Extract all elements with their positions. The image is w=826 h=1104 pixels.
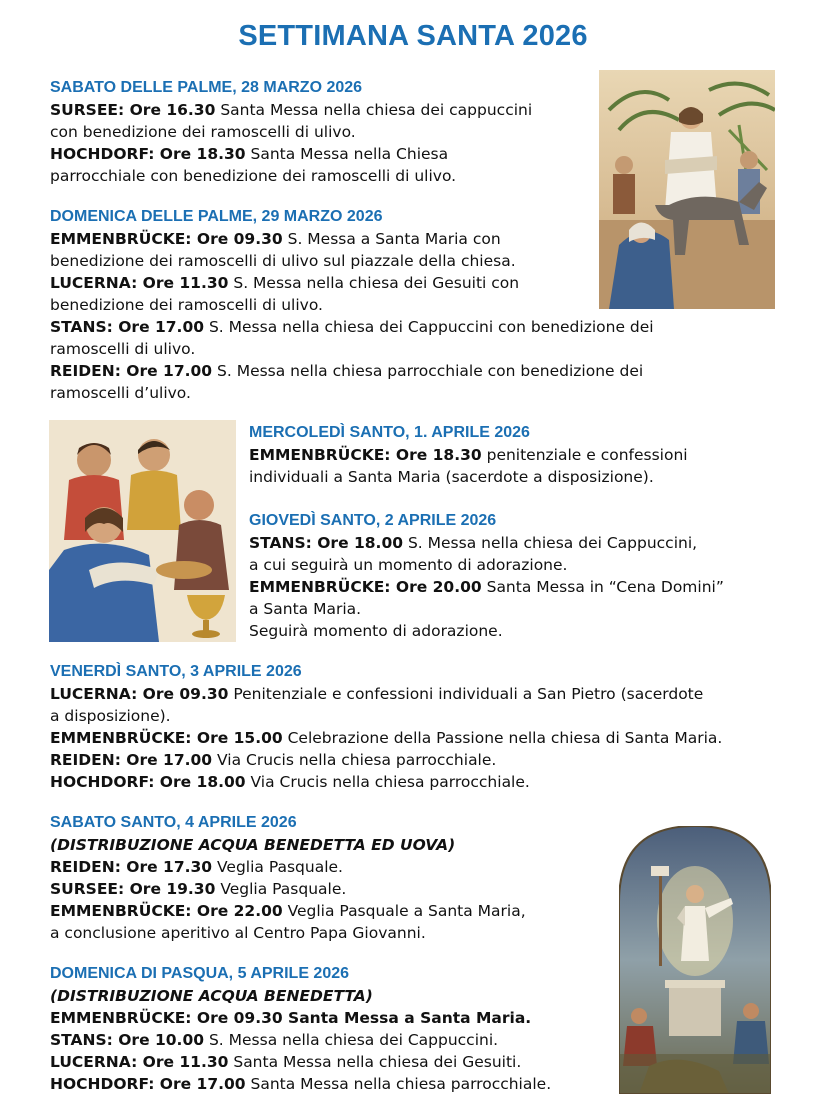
- event-text: Santa Messa nella chiesa dei Gesuiti.: [228, 1053, 522, 1071]
- event-line: [50, 878, 526, 900]
- event-text: a cui seguirà un momento di adorazione.: [249, 556, 568, 574]
- event-text: Seguirà momento di adorazione.: [249, 622, 503, 640]
- event-text: benedizione dei ramoscelli di ulivo sul piazzale della chiesa.: [50, 252, 516, 270]
- event-time: LUCERNA: Ore 11.30: [50, 274, 229, 292]
- event-line: [50, 900, 526, 922]
- event-text: Penitenziale e confessioni individuali a San Pietro (sacerdote: [228, 685, 704, 703]
- event-time: LUCERNA: Ore 09.30: [50, 685, 229, 703]
- event-time: SURSEE: Ore 16.30: [50, 101, 216, 119]
- event-time: LUCERNA: Ore 11.30: [50, 1053, 229, 1071]
- event-line: [50, 360, 654, 382]
- event-text: Santa Messa nella chiesa parrocchiale.: [245, 1075, 552, 1093]
- event-text: Celebrazione della Passione nella chiesa di Santa Maria.: [282, 729, 723, 747]
- section-heading: GIOVEDÌ SANTO, 2 APRILE 2026: [249, 512, 497, 529]
- event-time: EMMENBRÜCKE: Ore 20.00: [249, 578, 482, 596]
- palm-sunday-painting: [599, 70, 775, 309]
- section-easter-sunday: [50, 963, 551, 1095]
- event-time: STANS: Ore 17.00: [50, 318, 205, 336]
- event-line: [50, 228, 654, 250]
- event-time: EMMENBRÜCKE: Ore 09.30 Santa Messa a Santa Maria.: [50, 1009, 532, 1027]
- event-line: [50, 771, 722, 793]
- event-time: REIDEN: Ore 17.30: [50, 858, 213, 876]
- event-time: REIDEN: Ore 17.00: [50, 362, 213, 380]
- event-text: S. Messa nella chiesa dei Cappuccini con benedizione dei: [204, 318, 654, 336]
- event-text: a Santa Maria.: [249, 600, 362, 618]
- event-time: REIDEN: Ore 17.00: [50, 751, 213, 769]
- section-holy-saturday: [50, 812, 526, 944]
- event-time: HOCHDORF: Ore 18.30: [50, 145, 246, 163]
- event-text: benedizione dei ramoscelli di ulivo.: [50, 296, 323, 314]
- event-line: [50, 99, 532, 121]
- event-line: [50, 316, 654, 338]
- event-text: S. Messa nella chiesa parrocchiale con benedizione dei: [212, 362, 644, 380]
- event-text: S. Messa a Santa Maria con: [282, 230, 501, 248]
- event-text: Via Crucis nella chiesa parrocchiale.: [212, 751, 497, 769]
- event-text: Via Crucis nella chiesa parrocchiale.: [245, 773, 530, 791]
- event-time: HOCHDORF: Ore 17.00: [50, 1075, 246, 1093]
- section-holy-wednesday: [249, 422, 688, 488]
- event-text: individuali a Santa Maria (sacerdote a disposizione).: [249, 468, 654, 486]
- event-line: [249, 444, 688, 466]
- event-time: EMMENBRÜCKE: Ore 15.00: [50, 729, 283, 747]
- event-text: Santa Messa nella chiesa dei cappuccini: [215, 101, 533, 119]
- section-heading: DOMENICA DI PASQUA, 5 APRILE 2026: [50, 965, 350, 982]
- event-text: a conclusione aperitivo al Centro Papa Giovanni.: [50, 924, 426, 942]
- event-time: EMMENBRÜCKE: Ore 09.30: [50, 230, 283, 248]
- last-supper-painting: [49, 420, 236, 642]
- event-text: parrocchiale con benedizione dei ramoscelli di ulivo.: [50, 167, 457, 185]
- page-title: SETTIMANA SANTA 2026: [238, 20, 588, 52]
- event-line: [50, 1007, 551, 1029]
- event-line: [50, 727, 722, 749]
- section-subtitle: (DISTRIBUZIONE ACQUA BENEDETTA): [50, 987, 373, 1005]
- event-line: [249, 576, 724, 598]
- section-heading: VENERDÌ SANTO, 3 APRILE 2026: [50, 663, 302, 680]
- event-line: [50, 749, 722, 771]
- event-text: S. Messa nella chiesa dei Cappuccini,: [403, 534, 698, 552]
- event-line: [249, 532, 724, 554]
- event-text: con benedizione dei ramoscelli di ulivo.: [50, 123, 356, 141]
- event-time: EMMENBRÜCKE: Ore 18.30: [249, 446, 482, 464]
- event-text: Veglia Pasquale.: [215, 880, 347, 898]
- event-text: penitenziale e confessioni: [481, 446, 688, 464]
- section-good-friday: [50, 661, 722, 793]
- section-subtitle: (DISTRIBUZIONE ACQUA BENEDETTA ED UOVA): [50, 836, 456, 854]
- event-text: Veglia Pasquale a Santa Maria,: [282, 902, 526, 920]
- event-text: a disposizione).: [50, 707, 171, 725]
- event-text: Santa Messa nella Chiesa: [245, 145, 449, 163]
- event-text: Santa Messa in “Cena Domini”: [481, 578, 724, 596]
- section-palm-saturday: [50, 77, 532, 187]
- event-line: [50, 143, 532, 165]
- event-time: STANS: Ore 10.00: [50, 1031, 205, 1049]
- section-holy-thursday: [249, 510, 724, 642]
- event-text: ramoscelli di ulivo.: [50, 340, 196, 358]
- event-line: [50, 856, 526, 878]
- resurrection-painting: [619, 826, 771, 1094]
- section-heading: SABATO DELLE PALME, 28 MARZO 2026: [50, 79, 363, 96]
- event-time: EMMENBRÜCKE: Ore 22.00: [50, 902, 283, 920]
- section-palm-sunday: [50, 206, 654, 404]
- event-line: [50, 1073, 551, 1095]
- event-time: SURSEE: Ore 19.30: [50, 880, 216, 898]
- section-heading: SABATO SANTO, 4 APRILE 2026: [50, 814, 297, 831]
- event-line: [50, 272, 654, 294]
- event-time: STANS: Ore 18.00: [249, 534, 404, 552]
- event-line: [50, 683, 722, 705]
- event-time: HOCHDORF: Ore 18.00: [50, 773, 246, 791]
- section-heading: MERCOLEDÌ SANTO, 1. APRILE 2026: [249, 424, 530, 441]
- event-line: [50, 1051, 551, 1073]
- event-line: [50, 1029, 551, 1051]
- section-heading: DOMENICA DELLE PALME, 29 MARZO 2026: [50, 208, 383, 225]
- event-text: S. Messa nella chiesa dei Cappuccini.: [204, 1031, 499, 1049]
- event-text: Veglia Pasquale.: [212, 858, 343, 876]
- event-text: S. Messa nella chiesa dei Gesuiti con: [228, 274, 520, 292]
- event-text: ramoscelli d’ulivo.: [50, 384, 191, 402]
